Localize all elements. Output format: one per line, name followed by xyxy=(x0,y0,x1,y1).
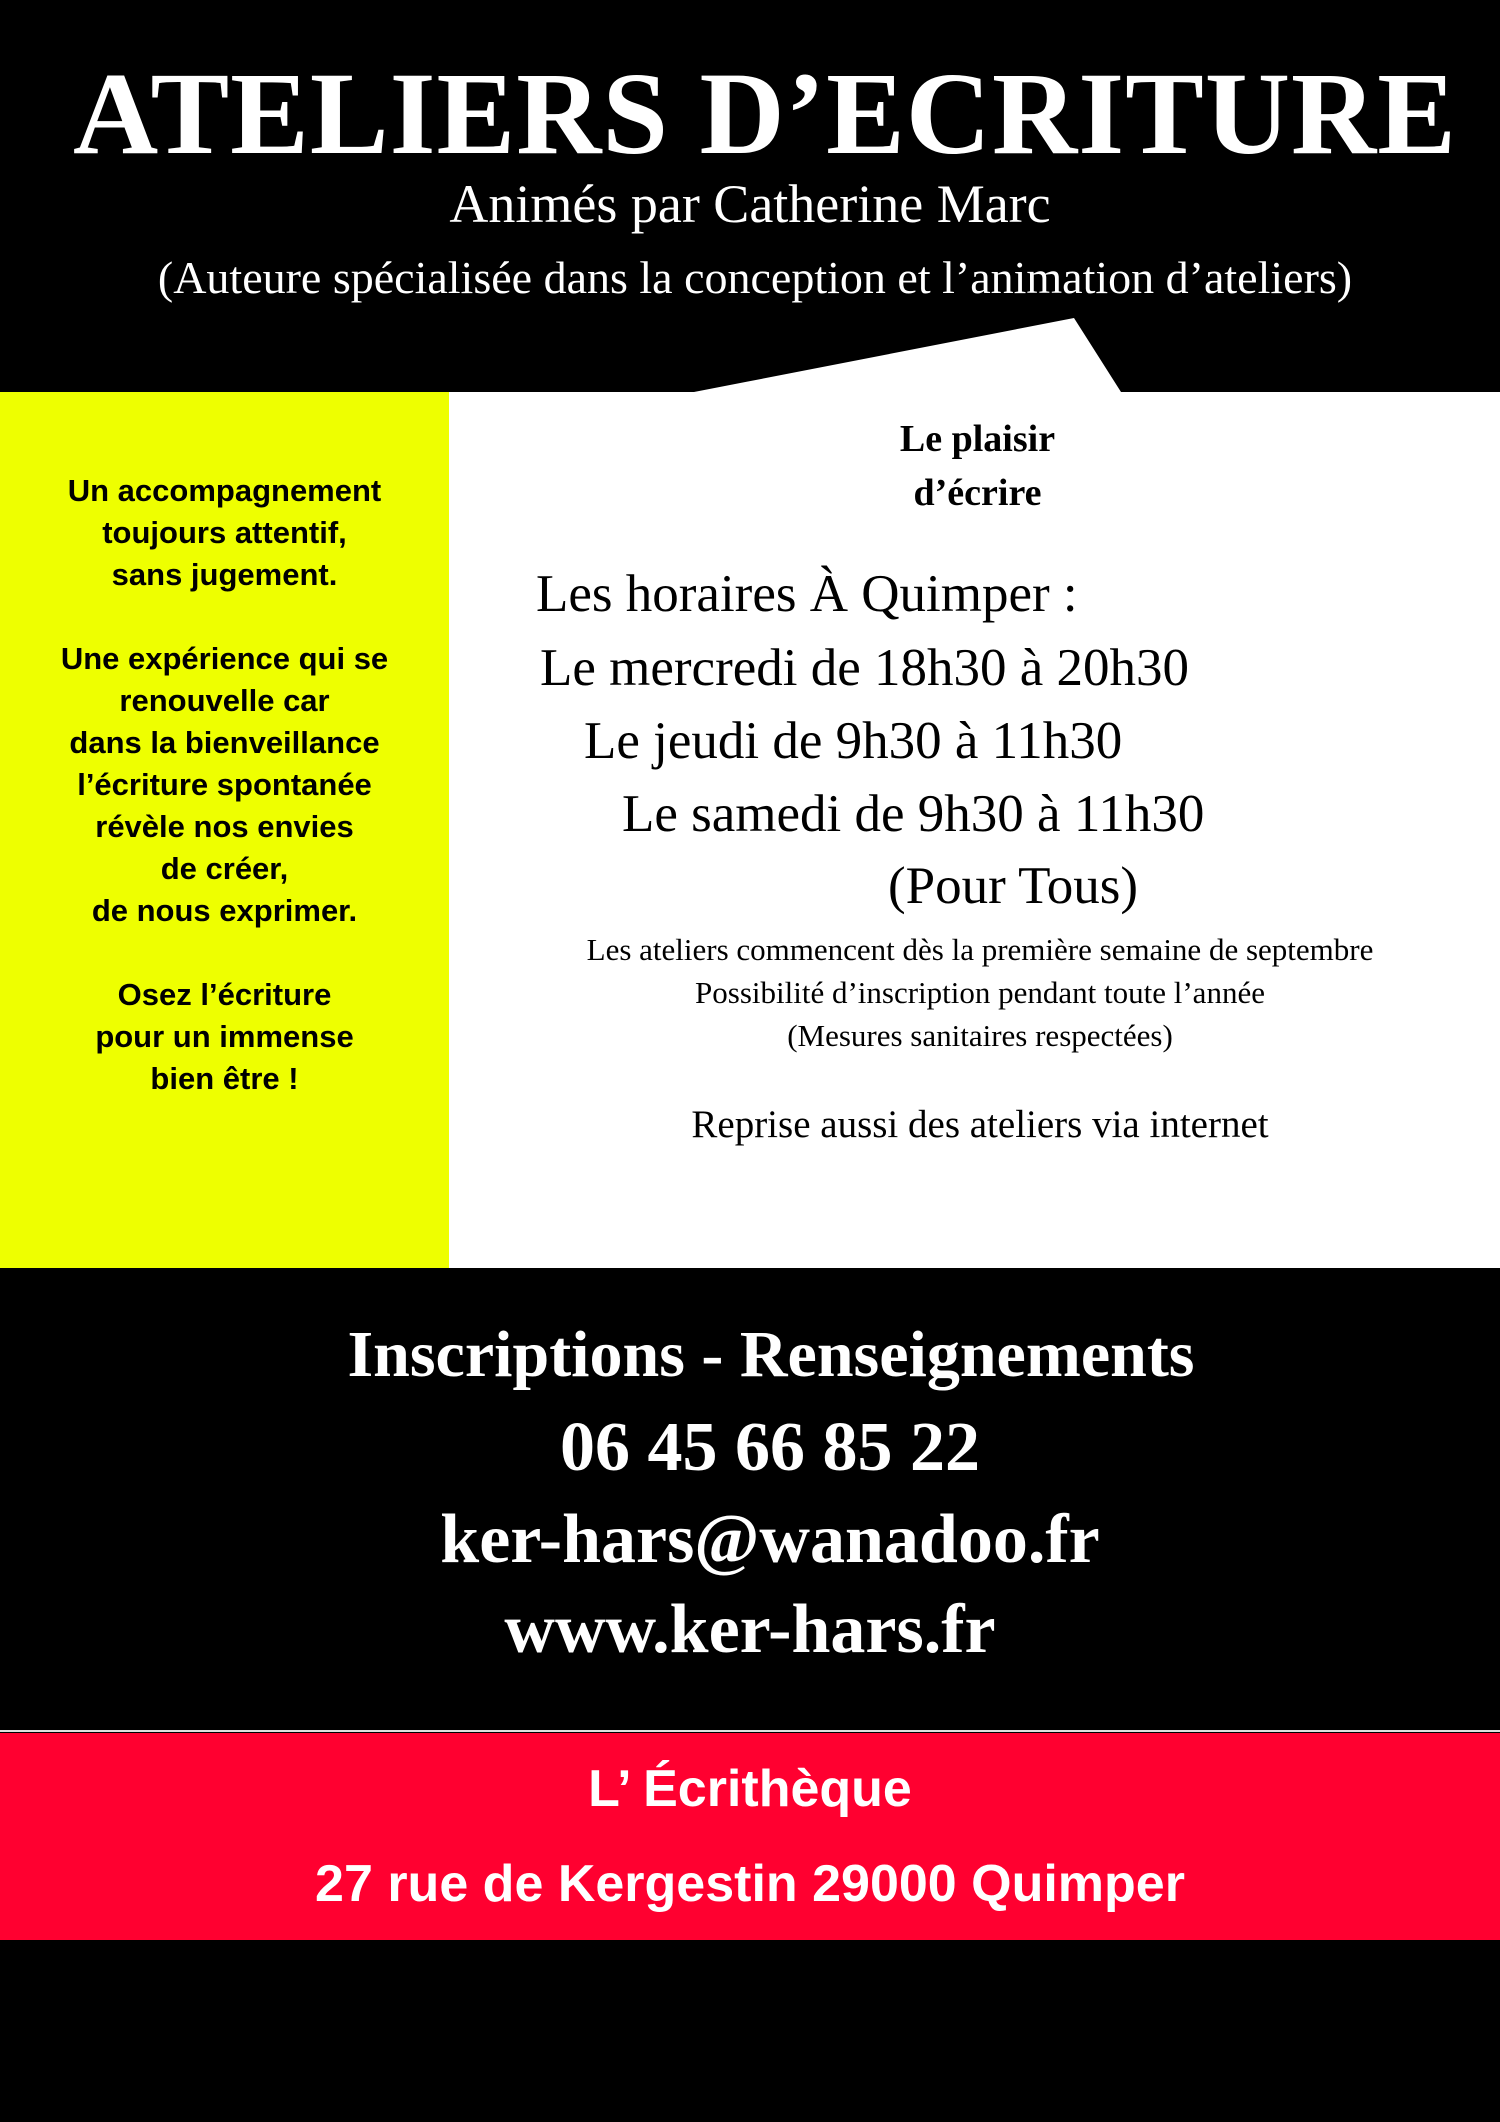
contact-heading: Inscriptions - Renseignements xyxy=(347,1318,1195,1391)
poster-title: ATELIERS D’ECRITURE xyxy=(73,48,1457,179)
poster-subtitle: Animés par Catherine Marc xyxy=(449,174,1051,234)
panel-heading-line: Le plaisir xyxy=(899,418,1056,460)
sidebar-line: sans jugement. xyxy=(111,557,338,592)
note-start: Les ateliers commencent dès la première semaine de septembre xyxy=(586,932,1374,967)
contact-email[interactable]: ker-hars@wanadoo.fr xyxy=(440,1501,1100,1578)
sidebar-line: Un accompagnement xyxy=(67,473,382,508)
sidebar-line: pour un immense xyxy=(95,1019,354,1054)
sidebar-paragraph xyxy=(0,638,449,932)
sidebar-line: dans la bienveillance xyxy=(69,725,380,760)
sidebar-line: toujours attentif, xyxy=(102,515,347,550)
poster-tagline: (Auteure spécialisée dans la conception et l’animation d’ateliers) xyxy=(157,252,1353,303)
internet-note: Reprise aussi des ateliers via internet xyxy=(691,1103,1269,1146)
sidebar-paragraph xyxy=(0,974,449,1100)
sidebar-line: de nous exprimer. xyxy=(91,893,358,928)
note-sanitary: (Mesures sanitaires respectées) xyxy=(787,1018,1173,1053)
divider xyxy=(0,1730,1500,1732)
contact-website[interactable]: www.ker-hars.fr xyxy=(504,1591,996,1668)
sidebar-text xyxy=(0,470,449,1100)
sidebar-line: révèle nos envies xyxy=(95,809,354,844)
schedule-wednesday: Le mercredi de 18h30 à 20h30 xyxy=(540,639,1190,697)
panel-heading-line: d’écrire xyxy=(913,472,1042,514)
footer-venue: L’ Écrithèque xyxy=(588,1760,912,1818)
contact-phone: 06 45 66 85 22 xyxy=(560,1409,980,1486)
schedule-saturday: Le samedi de 9h30 à 11h30 xyxy=(622,785,1205,843)
schedule-thursday: Le jeudi de 9h30 à 11h30 xyxy=(584,712,1123,770)
sidebar-line: Osez l’écriture xyxy=(117,977,332,1012)
schedule-title: Les horaires À Quimper : xyxy=(536,565,1078,623)
schedule-notes xyxy=(480,928,1480,1057)
sidebar-line: de créer, xyxy=(160,851,289,886)
footer-address: 27 rue de Kergestin 29000 Quimper xyxy=(315,1855,1185,1913)
sidebar-paragraph xyxy=(0,470,449,596)
sidebar-line: l’écriture spontanée xyxy=(77,767,372,802)
sidebar-line: renouvelle car xyxy=(119,683,330,718)
sidebar-line: bien être ! xyxy=(150,1061,299,1096)
sidebar-line: Une expérience qui se xyxy=(60,641,389,676)
schedule-audience: (Pour Tous) xyxy=(888,857,1139,915)
panel-heading xyxy=(755,412,1200,520)
note-signup: Possibilité d’inscription pendant toute l’année xyxy=(695,975,1265,1010)
